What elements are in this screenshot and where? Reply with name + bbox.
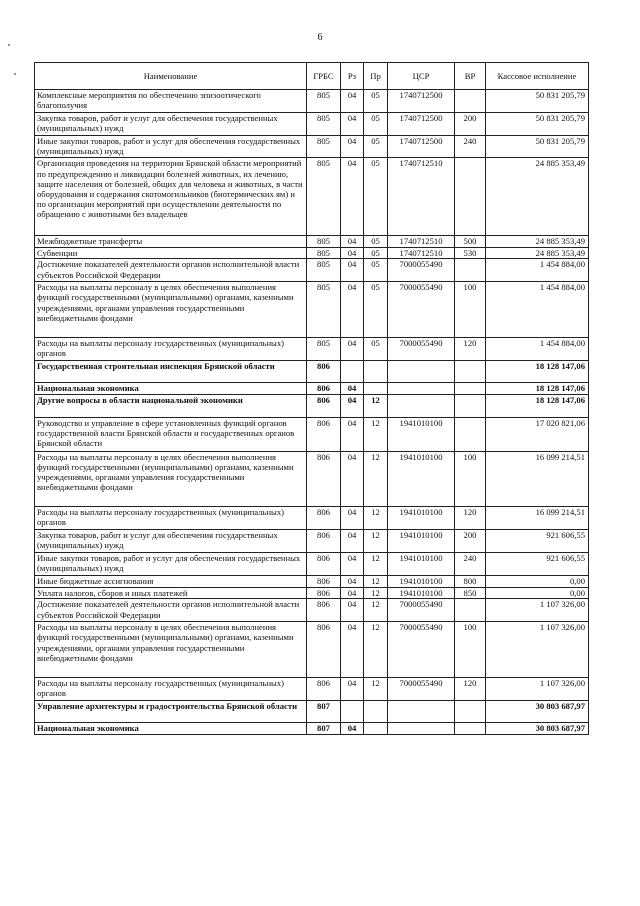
table-row [35,282,589,338]
cell-vr: 200 [455,530,486,553]
cell-rz: 04 [341,723,364,735]
cell-csr: 1740712500 [388,135,455,158]
cell-amount: 0,00 [486,587,589,599]
cell-grbs: 806 [307,622,341,678]
cell-amount: 1 107 326,00 [486,622,589,678]
cell-vr [455,90,486,113]
cell-rz: 04 [341,158,364,235]
cell-csr: 1941010100 [388,507,455,530]
table-row [35,530,589,553]
cell-name: Иные закупки товаров, работ и услуг для обеспечения государственных (муниципальных) нужд [35,135,307,158]
table-header-row [35,63,589,90]
cell-grbs: 807 [307,700,341,723]
cell-amount: 24 885 353,49 [486,247,589,259]
cell-pr: 05 [364,247,388,259]
table-row [35,700,589,723]
cell-amount: 1 454 884,00 [486,282,589,338]
cell-amount: 1 454 884,00 [486,337,589,360]
cell-amount: 24 885 353,49 [486,235,589,247]
cell-pr: 12 [364,622,388,678]
header-rz: Рз [341,63,364,90]
header-csr: ЦСР [388,63,455,90]
table-row [35,575,589,587]
table-row [35,677,589,700]
cell-csr: 7000055490 [388,282,455,338]
cell-grbs: 806 [307,677,341,700]
cell-pr: 12 [364,677,388,700]
cell-rz: 04 [341,235,364,247]
cell-pr: 12 [364,575,388,587]
cell-amount: 1 107 326,00 [486,599,589,622]
cell-grbs: 805 [307,112,341,135]
cell-amount: 18 128 147,06 [486,383,589,395]
cell-vr: 800 [455,575,486,587]
cell-amount: 0,00 [486,575,589,587]
table-row [35,112,589,135]
cell-name: Национальная экономика [35,383,307,395]
cell-rz: 04 [341,337,364,360]
cell-name: Управление архитектуры и градостроительства Брянской области [35,700,307,723]
cell-vr [455,723,486,735]
cell-name: Расходы на выплаты персоналу государственных (муниципальных) органов [35,507,307,530]
cell-rz: 04 [341,451,364,507]
cell-grbs: 805 [307,90,341,113]
cell-rz: 04 [341,418,364,452]
cell-csr: 7000055490 [388,622,455,678]
header-pr: Пр [364,63,388,90]
cell-rz: 04 [341,599,364,622]
cell-grbs: 805 [307,135,341,158]
table-row [35,383,589,395]
cell-csr [388,360,455,383]
cell-grbs: 806 [307,383,341,395]
cell-pr: 05 [364,135,388,158]
cell-vr [455,395,486,418]
cell-csr: 1740712500 [388,112,455,135]
cell-csr: 1941010100 [388,587,455,599]
cell-name: Иные закупки товаров, работ и услуг для обеспечения государственных (муниципальных) нужд [35,552,307,575]
scan-speck [14,73,16,75]
cell-rz: 04 [341,507,364,530]
cell-vr: 100 [455,282,486,338]
cell-vr [455,383,486,395]
cell-pr: 12 [364,507,388,530]
cell-name: Достижение показателей деятельности органов исполнительной власти субъектов Российской Федерации [35,259,307,282]
cell-csr: 1941010100 [388,552,455,575]
cell-name: Уплата налогов, сборов и иных платежей [35,587,307,599]
cell-rz: 04 [341,587,364,599]
cell-vr: 200 [455,112,486,135]
table-row [35,507,589,530]
budget-execution-table [34,62,589,735]
cell-name: Расходы на выплаты персоналу в целях обеспечения выполнения функций государственными (муниципальными) органами, казенными учреждениями, органами управления государственными внебюджетными фондами [35,451,307,507]
cell-name: Расходы на выплаты персоналу государственных (муниципальных) органов [35,677,307,700]
cell-grbs: 806 [307,530,341,553]
table-row [35,235,589,247]
cell-vr: 240 [455,135,486,158]
table-row [35,90,589,113]
cell-amount: 24 885 353,49 [486,158,589,235]
cell-amount: 17 020 821,06 [486,418,589,452]
cell-name: Закупка товаров, работ и услуг для обеспечения государственных (муниципальных) нужд [35,112,307,135]
cell-grbs: 806 [307,451,341,507]
table-row [35,360,589,383]
cell-pr [364,700,388,723]
cell-pr: 12 [364,451,388,507]
cell-rz: 04 [341,530,364,553]
cell-csr: 7000055490 [388,599,455,622]
cell-rz: 04 [341,622,364,678]
cell-csr: 1941010100 [388,418,455,452]
cell-rz: 04 [341,90,364,113]
cell-vr [455,259,486,282]
cell-name: Национальная экономика [35,723,307,735]
cell-amount: 18 128 147,06 [486,395,589,418]
cell-vr: 530 [455,247,486,259]
cell-amount: 921 606,55 [486,552,589,575]
cell-rz: 04 [341,383,364,395]
table-row [35,135,589,158]
cell-vr: 500 [455,235,486,247]
cell-rz: 04 [341,395,364,418]
cell-csr: 1941010100 [388,530,455,553]
cell-amount: 1 107 326,00 [486,677,589,700]
cell-pr: 12 [364,599,388,622]
cell-vr [455,158,486,235]
cell-name: Субвенции [35,247,307,259]
cell-csr: 7000055490 [388,259,455,282]
cell-csr: 1740712510 [388,247,455,259]
header-vr: ВР [455,63,486,90]
cell-rz: 04 [341,247,364,259]
table-row [35,451,589,507]
table-row [35,599,589,622]
cell-amount: 50 831 205,79 [486,135,589,158]
cell-vr [455,700,486,723]
cell-vr: 120 [455,507,486,530]
cell-vr [455,360,486,383]
cell-csr: 1941010100 [388,451,455,507]
cell-name: Расходы на выплаты персоналу в целях обеспечения выполнения функций государственными (муниципальными) органами, казенными учреждениями, органами управления государственными внебюджетными фондами [35,622,307,678]
cell-csr: 7000055490 [388,677,455,700]
cell-csr: 1740712500 [388,90,455,113]
cell-grbs: 805 [307,337,341,360]
cell-name: Межбюджетные трансферты [35,235,307,247]
cell-pr [364,383,388,395]
cell-rz: 04 [341,575,364,587]
cell-name: Организация проведения на территории Брянской области мероприятий по предупреждению и ликвидации болезней животных, их лечению, защите населения от болезней, общих для человека и животных, в части оборудования и содержания скотомогильников (биотермических ям) и по организации мероприятий при осуществлении деятельности по обращению с животными без владельцев [35,158,307,235]
cell-pr: 05 [364,235,388,247]
cell-amount: 50 831 205,79 [486,90,589,113]
cell-name: Комплексные мероприятия по обеспечению эпизоотического благополучия [35,90,307,113]
cell-name: Иные бюджетные ассигнования [35,575,307,587]
cell-csr: 7000055490 [388,337,455,360]
cell-vr: 850 [455,587,486,599]
cell-csr [388,723,455,735]
cell-amount: 50 831 205,79 [486,112,589,135]
cell-pr: 12 [364,530,388,553]
cell-amount: 18 128 147,06 [486,360,589,383]
cell-name: Государственная строительная инспекция Брянской области [35,360,307,383]
cell-grbs: 805 [307,158,341,235]
cell-pr [364,360,388,383]
cell-csr: 1941010100 [388,575,455,587]
cell-pr: 12 [364,395,388,418]
cell-vr: 120 [455,337,486,360]
table-row [35,158,589,235]
cell-pr: 05 [364,158,388,235]
cell-grbs: 805 [307,282,341,338]
cell-vr: 240 [455,552,486,575]
cell-amount: 30 803 687,97 [486,723,589,735]
cell-pr [364,723,388,735]
table-row [35,337,589,360]
cell-pr: 05 [364,282,388,338]
cell-pr: 05 [364,112,388,135]
table-row [35,247,589,259]
cell-grbs: 806 [307,360,341,383]
cell-vr: 100 [455,622,486,678]
cell-name: Закупка товаров, работ и услуг для обеспечения государственных (муниципальных) нужд [35,530,307,553]
cell-grbs: 806 [307,418,341,452]
cell-name: Достижение показателей деятельности органов исполнительной власти субъектов Российской Федерации [35,599,307,622]
cell-rz: 04 [341,135,364,158]
cell-vr: 100 [455,451,486,507]
table-row [35,418,589,452]
table-body [35,90,589,735]
table-row [35,259,589,282]
cell-grbs: 805 [307,259,341,282]
cell-pr: 05 [364,259,388,282]
cell-pr: 12 [364,587,388,599]
cell-amount: 16 099 214,51 [486,507,589,530]
cell-rz: 04 [341,259,364,282]
cell-csr [388,383,455,395]
cell-rz: 04 [341,112,364,135]
cell-vr [455,418,486,452]
cell-pr: 12 [364,418,388,452]
cell-amount: 16 099 214,51 [486,451,589,507]
table-row [35,395,589,418]
cell-amount: 30 803 687,97 [486,700,589,723]
cell-grbs: 806 [307,507,341,530]
cell-grbs: 806 [307,552,341,575]
cell-amount: 1 454 884,00 [486,259,589,282]
cell-rz: 04 [341,677,364,700]
page-number: 6 [317,32,323,43]
cell-pr: 12 [364,552,388,575]
cell-csr: 1740712510 [388,235,455,247]
table-row [35,587,589,599]
cell-rz: 04 [341,552,364,575]
cell-rz [341,360,364,383]
table-row [35,622,589,678]
table-row [35,552,589,575]
cell-rz [341,700,364,723]
cell-vr [455,599,486,622]
cell-name: Другие вопросы в области национальной экономики [35,395,307,418]
scan-speck [8,44,10,46]
cell-grbs: 806 [307,395,341,418]
header-name: Наименование [35,63,307,90]
cell-csr [388,700,455,723]
cell-csr [388,395,455,418]
cell-rz: 04 [341,282,364,338]
cell-grbs: 805 [307,235,341,247]
header-amount: Кассовое исполнение [486,63,589,90]
cell-name: Руководство и управление в сфере установленных функций органов государственной власти Брянской области и государственных органов Брянской области [35,418,307,452]
cell-pr: 05 [364,90,388,113]
cell-pr: 05 [364,337,388,360]
cell-amount: 921 606,55 [486,530,589,553]
cell-grbs: 806 [307,587,341,599]
cell-grbs: 806 [307,599,341,622]
cell-grbs: 807 [307,723,341,735]
cell-csr: 1740712510 [388,158,455,235]
header-grbs: ГРБС [307,63,341,90]
cell-grbs: 805 [307,247,341,259]
cell-name: Расходы на выплаты персоналу государственных (муниципальных) органов [35,337,307,360]
cell-name: Расходы на выплаты персоналу в целях обеспечения выполнения функций государственными (муниципальными) органами, казенными учреждениями, органами управления государственными внебюджетными фондами [35,282,307,338]
cell-vr: 120 [455,677,486,700]
table-row [35,723,589,735]
cell-grbs: 806 [307,575,341,587]
